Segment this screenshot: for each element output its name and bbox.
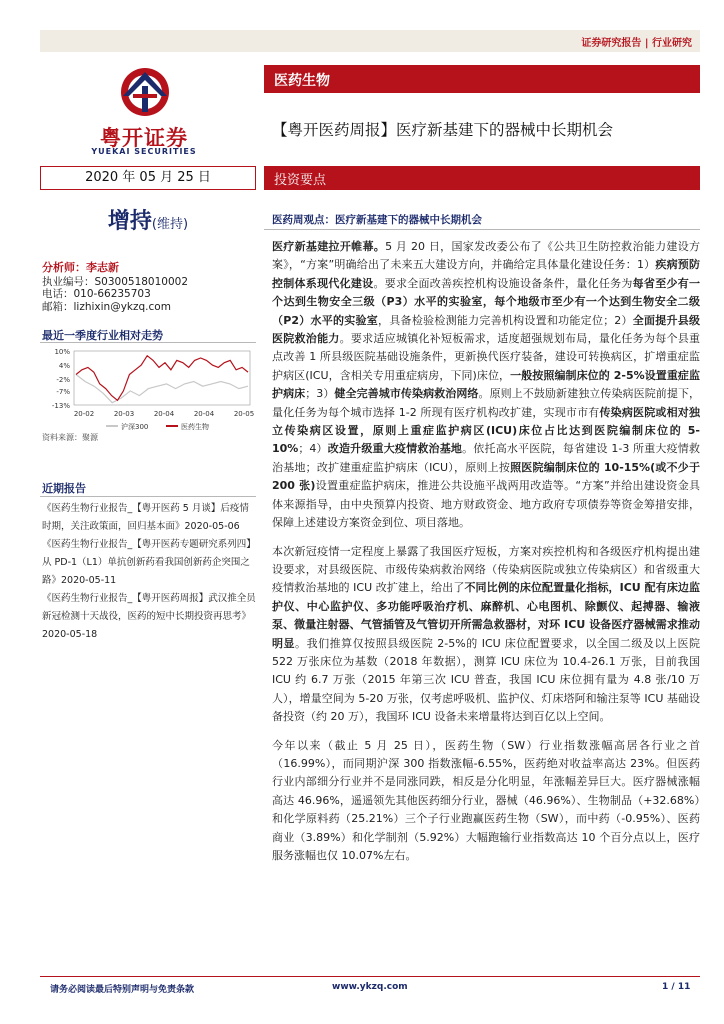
page-number: 1 / 11 — [662, 982, 691, 992]
date-box — [40, 166, 256, 190]
y-tick-label: 10% — [54, 348, 70, 356]
y-tick-label: -7% — [56, 387, 70, 396]
heading-underline — [264, 229, 700, 230]
analyst-license: 执业编号：S0300518010002 — [42, 275, 189, 288]
series-line — [76, 375, 248, 403]
recent-report-item[interactable]: 《医药生物行业报告_【粤开医药专题研究系列四】从 PD-1（L1）单抗创新药看我国创新药企突围之路》2020-05-11 — [42, 539, 256, 586]
emphasis-text: 传染病医院或相对独立传染病区设置，原则上重症监护病区(ICU)床位占比达到医院编制床位的 5-10% — [272, 405, 700, 456]
header-band — [40, 30, 700, 52]
emphasis-text: 每省至少有一个达到生物安全三级（P3）水平的实验室，每个地级市至少有一个达到生物安全二级（P2）水平的实验室 — [272, 276, 701, 327]
report-date: 2020 年 05 月 25 日 — [85, 170, 211, 185]
emphasis-text: 照医院编制床位的 10-15%(或不少于 200 张) — [272, 460, 700, 493]
recent-reports-list — [42, 500, 256, 644]
key-points-label: 投资要点 — [274, 173, 327, 188]
series-line — [76, 356, 248, 401]
legend-label: 沪深300 — [121, 423, 149, 431]
emphasis-text: 健全完善城市传染病救治网络 — [334, 387, 479, 401]
emphasis-text: 不同比例的床位配置量化指标，ICU 配有床边监护仪、中心监护仪、多功能呼吸治疗机、麻醉机、心电图机、除颤仪、起搏器、输液泵、微量注射器、气管插管及气管切开所需急救器材，对环 ICU 设备医疗器械需求推动明显 — [272, 581, 700, 650]
emphasis-text: 医疗新基建拉开帷幕。 — [272, 240, 386, 253]
chart-source: 资料来源：聚源 — [42, 433, 98, 442]
relative-trend-chart — [40, 343, 256, 431]
plot-frame — [74, 351, 250, 405]
body-paragraph — [272, 543, 700, 727]
analyst-phone: 电话：010-66235703 — [42, 288, 151, 300]
analyst-email[interactable]: 邮箱：lizhixin@ykzq.com — [42, 300, 171, 313]
body-run: 。要求适应城镇化补短板需求，适度超强规划布局，量化任务为每个县重点改善 1 所县级医院基础设施条件，更新换代医疗装备，建设可转换病区，扩增重症监护病区(ICU，含相关专用重症病房，下同)床位， — [272, 332, 701, 382]
emphasis-text: 疾病预防控制体系现代化建设 — [272, 258, 700, 290]
body-run: ；3） — [305, 387, 335, 401]
rating-main: 增持 — [107, 209, 152, 234]
y-tick-label: -13% — [51, 402, 70, 410]
y-tick-label: -2% — [56, 376, 70, 385]
brand-name-en: YUEKAI SECURITIES — [91, 147, 197, 156]
recent-report-item[interactable]: 《医药生物行业报告_【粤开医药 5 月谈】后疫情时期，关注政策面，回归基本面》2020-05-06 — [42, 503, 249, 532]
body-run: 。原则上不鼓励新建独立传染病医院前提下，量化任务为每个城市选择 1-2 所现有医疗机构改扩建，实现市市有 — [272, 387, 701, 419]
body-text — [272, 238, 700, 875]
disclaimer-link[interactable]: 请务必阅读最后特别声明与免责条款 — [50, 985, 195, 995]
body-paragraph — [272, 737, 700, 866]
report-title: 【粤开医药周报】医疗新基建下的器械中长期机会 — [272, 121, 614, 139]
x-tick-label: 20-04 — [193, 410, 215, 418]
website-link[interactable]: www.ykzq.com — [332, 982, 408, 992]
body-run: 。要求全面改善疾控机构设施设备条件，量化任务为 — [373, 276, 633, 290]
analyst-block — [42, 262, 188, 313]
brand-name-cn: 粤开证券 — [100, 126, 188, 150]
recent-reports-divider — [40, 496, 256, 497]
body-run: 。依托高水平医院，每省建设 1-3 所重大疫情救治基地；改扩建重症监护病床（ICU），原则上按 — [272, 442, 701, 474]
footer-divider — [40, 976, 700, 977]
recent-reports-title: 近期报告 — [42, 482, 86, 495]
report-type-tag: 证券研究报告 | 行业研究 — [581, 38, 692, 49]
emphasis-text: 一般按照编制床位的 2-5%设置重症监护病床 — [272, 368, 700, 401]
body-paragraph — [272, 238, 700, 533]
y-tick-label: 4% — [58, 362, 70, 371]
emphasis-text: 改造升级重大疫情救治基地 — [327, 442, 463, 456]
analyst-name: 分析师：李志新 — [42, 261, 119, 274]
emphasis-text: 全面提升县级医院救治能力 — [272, 313, 701, 346]
body-run: 本次新冠疫情一定程度上暴露了我国医疗短板，方案对疾控机构和各级医疗机构提出建设要求，对县级医院、市级传染病救治网络（传染病医院或独立传染病区）和省级重大疫情救治基地的 ICU 改扩建上，给出了 — [272, 544, 700, 595]
chart-section-title: 最近一季度行业相对走势 — [42, 329, 163, 342]
x-tick-label: 20-04 — [153, 410, 175, 418]
rating-sub: (维持) — [151, 217, 189, 232]
x-tick-label: 20-05 — [233, 410, 255, 418]
body-run: 今年以来（截止 5 月 25 日），医药生物（SW）行业指数涨幅高居各行业之首（16.99%），而同期沪深 300 指数涨幅-6.55%，医药绝对收益率高达 23%。但医药行业内部细分行业并不是同涨同跌，相反是分化明显，年涨幅差异巨大。医疗器械涨幅高达 46.96%，遥遥领先其他医药细分行业，器械（46.96%）、生物制品（+32.68%）和化学原料药（25.21%）三个子行业跑赢医药生物（SW），而中药（-0.95%）、医药商业（3.89%）和化学制剂（5.92%）大幅跑输行业指数高达 10 个百分点以上，医疗服务涨幅也仅 10.07%左右。 — [272, 738, 700, 862]
sector-label: 医药生物 — [274, 73, 330, 89]
body-run: 设置重症监护病床，推进公共设施平战两用改造等。“方案”并给出建设资金具体来源指导，由中央预算内投资、地方财政资金、地方政府专项债券等资金筹措安排，保障上述建设方案资金到位、项目落地。 — [272, 479, 700, 530]
yuekai-logo-icon — [105, 62, 185, 122]
key-points-banner — [264, 166, 700, 190]
rating-block — [40, 204, 256, 235]
x-tick-label: 20-02 — [73, 410, 95, 418]
body-run: ；4） — [298, 442, 328, 456]
recent-report-item[interactable]: 《医药生物行业报告_【粤开医药周报】武汉推全员新冠检测十天战役，医药的短中长期投资再思考》2020-05-18 — [42, 593, 256, 640]
weekly-view-heading: 医药周观点：医疗新基建下的器械中长期机会 — [272, 214, 482, 226]
body-run: 。我们推算仅按照县级医院 2-5%的 ICU 床位配置要求，以全国二级及以上医院 522 万张床位为基数（2018 年数据），测算 ICU 床位为 10.4-26.1 万张，目前我国 ICU 约 6.7 万张（2015 年第三次 ICU 普查，我国 ICU 床位拥有量为 4.8 张/10 万人），增量空间为 5-20 万张，仅考虑呼吸机、监护仪、灯床塔阿和输注泵等 ICU 基础设备投资（约 20 万），我国环 ICU 设备未来增量将达到百亿以上空间。 — [272, 636, 701, 724]
body-run: 5 月 20 日，国家发改委公布了《公共卫生防控救治能力建设方案》，“方案”明确给出了未来五大建设方向，并确给定具体量化建设任务：1） — [272, 240, 701, 272]
x-tick-label: 20-03 — [113, 410, 135, 418]
legend-label: 医药生物 — [181, 423, 209, 431]
body-run: ，具备检验检测能力完善机构设置和功能定位；2） — [378, 313, 633, 327]
sector-banner — [264, 65, 700, 93]
